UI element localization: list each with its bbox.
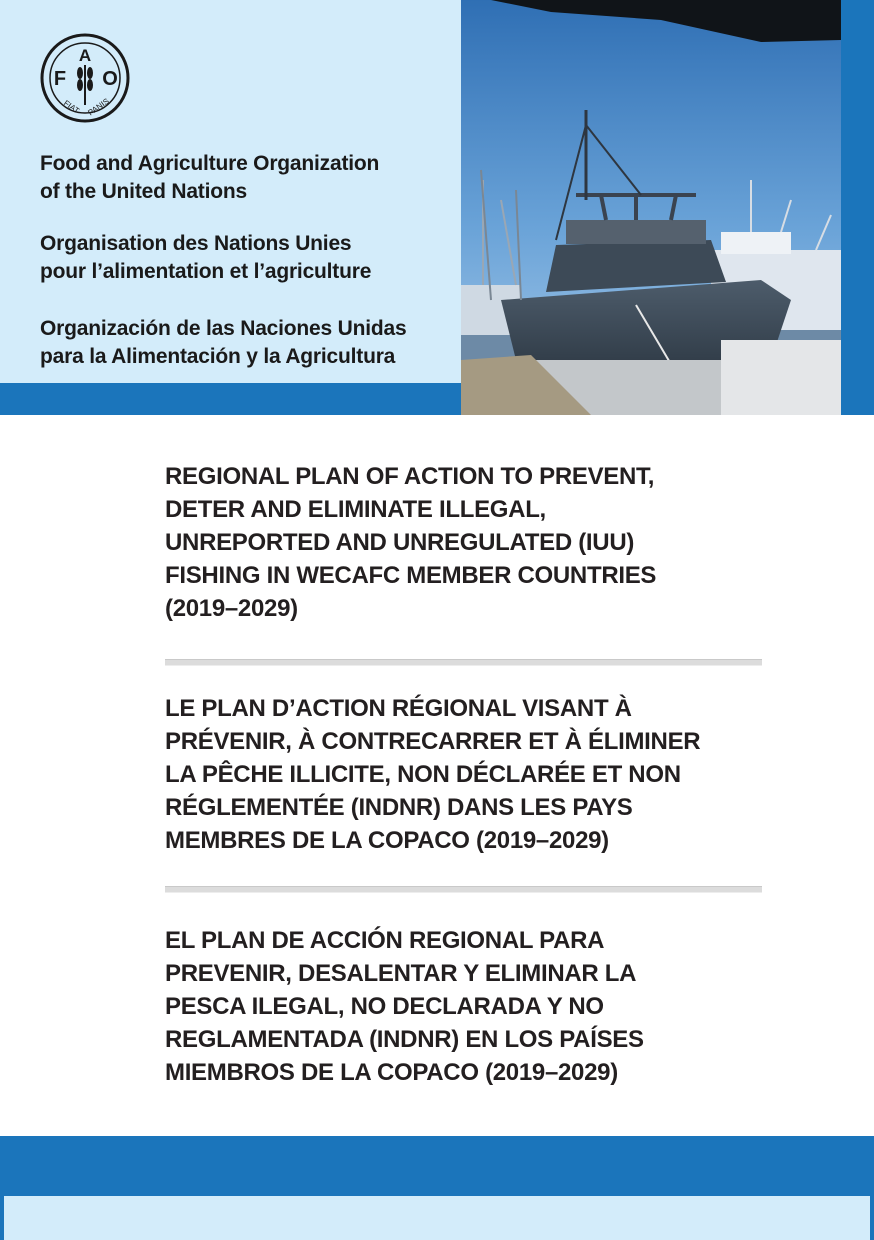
title-line: MIEMBROS DE LA COPACO (2019–2029)	[165, 1059, 618, 1086]
title-french	[165, 692, 765, 857]
svg-text:PANIS: PANIS	[86, 96, 111, 118]
title-line: FISHING IN WECAFC MEMBER COUNTRIES	[165, 562, 657, 589]
footer-blue-band	[0, 1136, 874, 1196]
header-blue-band	[0, 383, 461, 415]
title-line: LE PLAN D’ACTION RÉGIONAL VISANT À	[165, 695, 632, 722]
title-divider	[165, 659, 762, 666]
title-line: EL PLAN DE ACCIÓN REGIONAL PARA	[165, 927, 605, 954]
title-spanish	[165, 924, 765, 1089]
title-line: RÉGLEMENTÉE (INDNR) DANS LES PAYS	[165, 794, 633, 821]
cover-photo	[461, 0, 841, 415]
svg-text:FIAT: FIAT	[61, 98, 81, 116]
org-name-spanish: Organización de las Naciones Unidas para la Alimentación y la Agricultura	[40, 317, 407, 368]
title-line: UNREPORTED AND UNREGULATED (IUU)	[165, 529, 635, 556]
org-name-french: Organisation des Nations Unies pour l’alimentation et l’agriculture	[40, 232, 372, 283]
title-line: MEMBRES DE LA COPACO (2019–2029)	[165, 827, 609, 854]
title-line: LA PÊCHE ILLICITE, NON DÉCLARÉE ET NON	[165, 761, 681, 788]
svg-text:O: O	[102, 68, 118, 90]
title-line: PRÉVENIR, À CONTRECARRER ET À ÉLIMINER	[165, 728, 701, 755]
svg-text:F: F	[53, 68, 67, 90]
title-line: DETER AND ELIMINATE ILLEGAL,	[165, 496, 546, 523]
title-divider	[165, 886, 762, 893]
title-line: REGLAMENTADA (INDNR) EN LOS PAÍSES	[165, 1026, 644, 1053]
title-line: REGIONAL PLAN OF ACTION TO PREVENT,	[165, 463, 655, 490]
fao-logo	[40, 33, 130, 123]
org-name-english: Food and Agriculture Organization of the United Nations	[40, 152, 380, 203]
cover-header	[0, 0, 874, 415]
title-line: PREVENIR, DESALENTAR Y ELIMINAR LA	[165, 960, 637, 987]
title-line: (2019–2029)	[165, 595, 298, 622]
svg-text:A: A	[78, 46, 92, 65]
header-right-blue-band	[841, 0, 874, 415]
title-line: PESCA ILEGAL, NO DECLARADA Y NO	[165, 993, 604, 1020]
title-english	[165, 460, 765, 625]
footer-light-panel	[4, 1196, 870, 1240]
